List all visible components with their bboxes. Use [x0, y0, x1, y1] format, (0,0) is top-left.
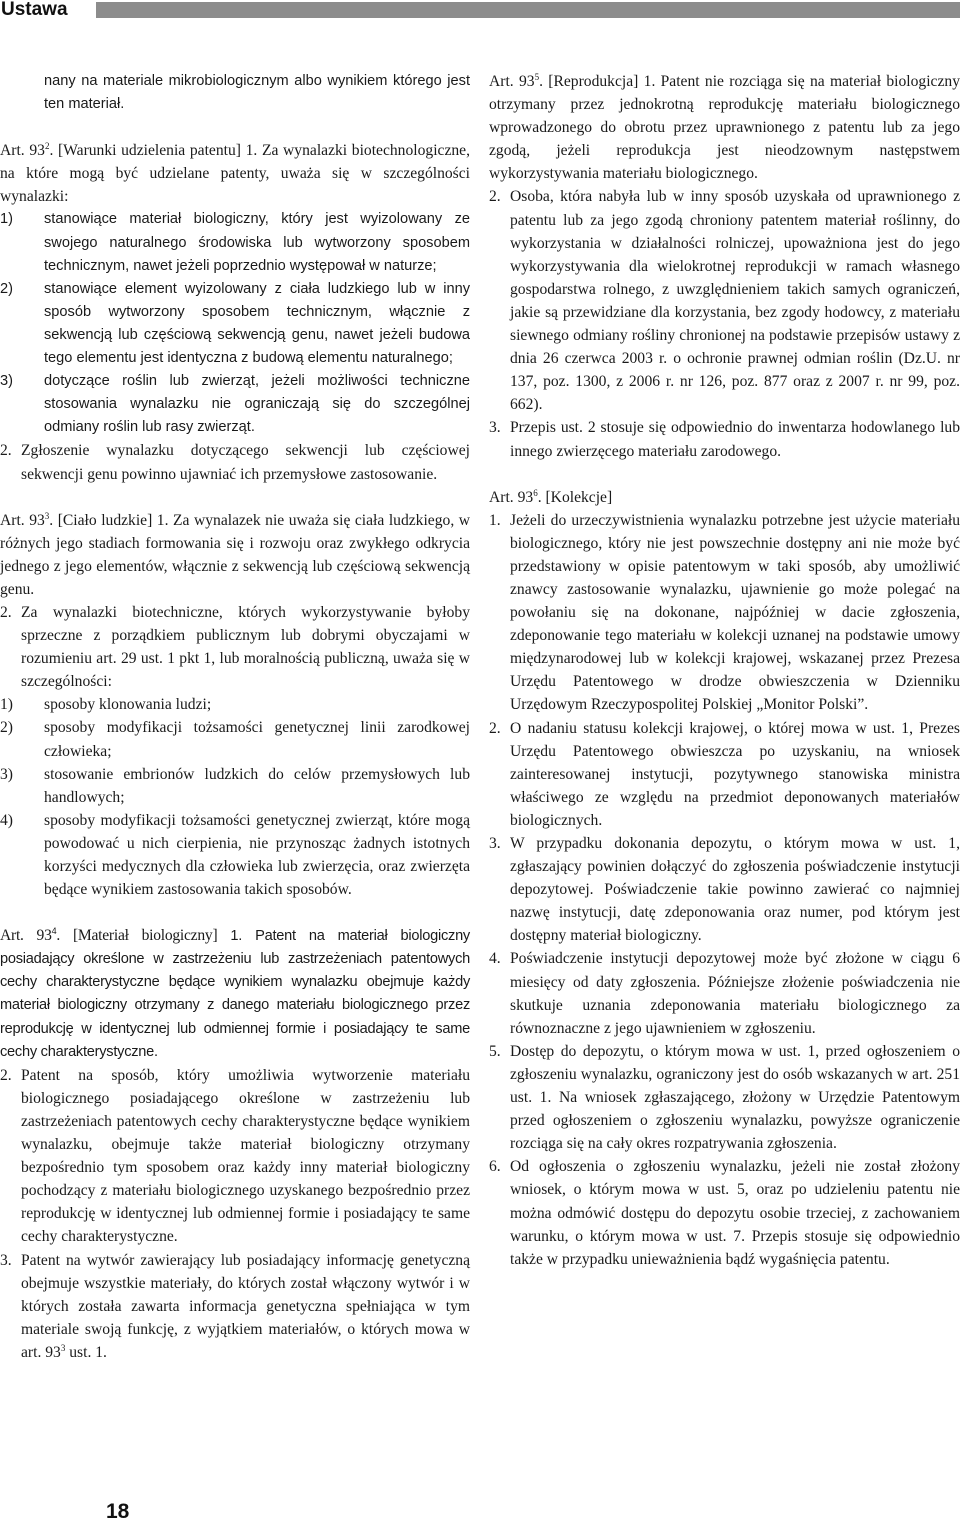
list-item: [489, 717, 960, 832]
article-paragraph: 1. Patent na materiał biologiczny posiadający określone w zastrzeżeniu lub zastrzeżeniach patentowych cechy charakterystyczne będące wynikiem wynalazku obejmuje każdy materiał biologiczny otrzymany z danego materiału biologicznego przez reprodukcję w identycznej lub odmiennej formie i posiadający te same cechy charakterystyczne.: [0, 928, 470, 1060]
article-paragraph: 1. Za wynalazki biotechnologiczne, na które mogą być udzielane patenty, uważa się w szczególności wynalazki:: [0, 142, 470, 206]
item-text: sposoby modyfikacji tożsamości genetycznej linii zarodkowej człowieka;: [44, 719, 470, 760]
item-text: W przypadku dokonania depozytu, o którym mowa w ust. 1, zgłaszający powinien dołączyć do zgłoszenia poświadczenie instytucji depozytowej. Poświadczenie takie powinno zawierać co najmniej nazwę instytucji, datę zdeponowania oraz numer, pod którym jest dostępny materiał biologiczny.: [510, 835, 960, 945]
item-number: 2): [0, 719, 13, 737]
item-number: 4): [0, 811, 13, 829]
list-item: [489, 509, 960, 717]
item-text: Jeżeli do urzeczywistnienia wynalazku potrzebne jest użycie materiału biologicznego, który nie jest powszechnie dostępny ani nie może być przedstawiony w opisie patentowym w taki sposób, aby umożliwić znawcy zastosowanie wynalazku, ujawnienie go może polegać na powołaniu się na dokonane, najpóźniej w dacie zgłoszenia, zdeponowanie tego materiału w kolekcji uznanej na podstawie umowy międzynarodowej lub w kolekcji krajowej, wskazanej przez Prezesa Urzędu Patentowego w drodze obwieszczenia w Dzienniku Urzędowym Rzeczypospolitej Polskiej „Monitor Polski”.: [510, 511, 960, 714]
item-number: 2.: [489, 719, 501, 737]
item-number: 1): [0, 696, 13, 714]
item-number: 1.: [489, 511, 501, 529]
article-number: Art. 93: [0, 511, 45, 529]
item-text: Dostęp do depozytu, o którym mowa w ust. 1, przed ogłoszeniem o zgłoszeniu wynalazku, ograniczony jest do osób wskazanych w art. 251 ust. 1. Na wniosek zgłaszającego, złożony w Urzędzie Patentowym przed ogłoszeniem o zgłoszeniu wynalazku, powyższe ograniczenie rozciąga się na cały okres rozpatrywania zgłoszenia.: [510, 1042, 960, 1153]
item-text: Osoba, która nabyła lub w inny sposób uzyskała od uprawnionego z patentu lub za jego zgodą chroniony patentem materiał roślinny, do wykorzystania w działalności rolniczej, upoważniona jest do jego wykorzystywania dla wielokrotnej reprodukcji w ramach własnego gospodarstwa rolnego, z uwzględnieniem takich samych ograniczeń, jakie są przewidziane dla korzystania, bez zgody hodowcy, z materiału siewnego odmiany rośliny chronionej na podstawie przepisów ustawy z dnia 26 czerwca 2003 r. o ochronie prawnej odmian roślin (Dz.U. nr 137, poz. 1300, z 2006 r. nr 126, poz. 877 oraz z 2007 r. nr 99, poz. 662).: [510, 188, 960, 414]
article-title: . [Warunki udzielenia patentu]: [49, 142, 241, 160]
paragraph-body: Patent na wytwór zawierający lub posiadający informację genetyczną obejmuje wszystkie materiały, do których został włączony wytwór i w których została zawarta informacja genetyczna spełniająca w tym materiale swoją funkcję, z wyjątkiem materiałów, o których mowa w art. 93: [21, 1251, 470, 1361]
item-number: 1): [0, 211, 13, 228]
item-number: 5.: [489, 1042, 501, 1060]
article-93-5: [489, 70, 960, 463]
list-item: [489, 832, 960, 947]
list-item: [0, 208, 470, 277]
item-number: 3.: [489, 835, 501, 852]
paragraph-text: Patent na sposób, który umożliwia wytworzenie materiału biologicznego posiadającego określone w zastrzeżeniu lub zastrzeżeniach patentowych cechy charakterystyczne będące wynikiem wynalazku, obejmuje także materiał biologiczny otrzymany bezpośrednio tym sposobem oraz każdy inny materiał biologiczny pochodzący z materiału biologicznego uzyskanego bezpośrednio przez reprodukcję w identycznej lub odmiennej formie i posiadający te same cechy charakterystyczne.: [21, 1066, 470, 1246]
article-paragraph: 1. Patent nie rozciąga się na materiał biologiczny otrzymany przez jednokrotną reprodukcję materiału biologicznego wprowadzonego do obrotu przez uprawnionego z patentu lub za jego zgodą, jeżeli reprodukcja jest nieodzownym następstwem wykorzystywania materiału biologicznego.: [489, 73, 960, 183]
item-number: 2.: [489, 188, 501, 206]
intro-text: nany na materiale mikrobiologicznym albo wynikiem którego jest ten materiał.: [44, 73, 470, 113]
item-text: O nadaniu statusu kolekcji krajowej, o której mowa w ust. 1, Prezes Urzędu Patentowego obwieszcza po uzyskaniu, na wniosek zainteresowanej instytucji, pozytywnego stanowiska ministra właściwego ze względu na przedmiot deponowanych materiałów biologicznych.: [510, 719, 960, 829]
paragraph-text: Za wynalazki biotechniczne, których wykorzystywanie byłoby sprzeczne z porządkiem publicznym lub dobrymi obyczajami w rozumieniu art. 29 ust. 1 pkt 1, lub moralnością publiczną, uważa się w szczególności:: [21, 603, 470, 691]
list-item: [489, 1040, 960, 1155]
paragraph-text: [21, 1249, 470, 1364]
article-sup: 3: [44, 510, 50, 521]
item-number: 3): [0, 765, 13, 783]
article-sup: 4: [51, 926, 57, 937]
right-column: [489, 70, 960, 1271]
list-item: [489, 185, 960, 416]
left-column: [0, 70, 470, 1364]
paragraph-number: 2.: [0, 442, 12, 460]
article-number: Art. 93: [0, 927, 52, 945]
article-sup: 5: [534, 71, 540, 82]
article-paragraph: 1. Za wynalazek nie uważa się ciała ludzkiego, w różnych jego stadiach formowania się i rozwoju oraz zwykłego odkrycia jednego z jego elementów, włącznie z sekwencją lub częściową sekwencją genu.: [0, 511, 470, 598]
item-list: [0, 208, 470, 439]
article-93-4: [0, 924, 470, 1064]
paragraph-number: 2.: [0, 603, 12, 621]
article-sup: 6: [533, 487, 538, 498]
list-item: [0, 693, 470, 716]
article-paragraph-2: [0, 601, 470, 693]
list-item: [0, 809, 470, 901]
list-item: [489, 416, 960, 462]
item-number: 3.: [489, 419, 501, 437]
item-text: stanowiące materiał biologiczny, który jest wyizolowany ze swojego naturalnego środowiska lub wytworzony sposobem technicznym, nawet jeżeli poprzednio występował w naturze;: [44, 211, 470, 274]
item-number: 4.: [489, 950, 501, 968]
list-item: [0, 370, 470, 439]
article-title: . [Ciało ludzkie]: [49, 511, 153, 529]
article-number: Art. 93: [489, 488, 534, 506]
item-text: dotyczące roślin lub zwierząt, jeżeli możliwości techniczne stosowania wynalazku nie ograniczają się do szczególnej odmiany roślin lub rasy zwierząt.: [44, 373, 470, 436]
article-number: Art. 93: [489, 73, 535, 90]
list-item: [489, 947, 960, 1039]
item-text: sposoby modyfikacji tożsamości genetycznej zwierząt, które mogą powodować u nich cierpienia, nie przynosząc żadnych istotnych korzyści medycznych dla człowieka lub zwierzęcia, oraz zwierzęta będące wynikiem zastosowania takich sposobów.: [44, 811, 470, 899]
list-item: [0, 763, 470, 809]
header-bar: [96, 2, 960, 18]
article-93-3: [0, 509, 470, 902]
paragraph-number: 2.: [0, 1066, 12, 1084]
item-text: stosowanie embrionów ludzkich do celów przemysłowych lub handlowych;: [44, 765, 470, 806]
item-text: stanowiące element wyizolowany z ciała ludzkiego lub w inny sposób wytworzony sposobem technicznym, włącznie z sekwencją lub częściową sekwencją genu, nawet jeżeli budowa tego elementu jest identyczna z budową elementu naturalnego;: [44, 280, 470, 367]
article-93-2: [0, 139, 470, 485]
item-list: [0, 693, 470, 901]
list-item: [0, 278, 470, 370]
intro-continuation: [0, 70, 470, 116]
item-text: Poświadczenie instytucji depozytowej może być złożone w ciągu 6 miesięcy od daty zgłoszenia. Późniejsze złożenie poświadczenia nie skutkuje uznania zdeponowania materiału biologicznego za równoznaczne z jego ujawnieniem w zgłoszeniu.: [510, 950, 960, 1037]
paragraph-end: ust. 1.: [65, 1343, 107, 1361]
paragraph-sup: 3: [60, 1342, 66, 1353]
article-93-6: [489, 486, 960, 1271]
article-title: . [Reprodukcja]: [539, 73, 639, 90]
article-paragraph-2: [0, 439, 470, 485]
article-93-4-cont: [0, 1064, 470, 1364]
item-number: 6.: [489, 1158, 501, 1176]
article-sup: 2: [44, 141, 50, 151]
list-item: [0, 716, 470, 762]
item-text: sposoby klonowania ludzi;: [44, 696, 212, 714]
paragraph-text: Zgłoszenie wynalazku dotyczącego sekwencji lub częściowej sekwencji genu powinno ujawniać ich przemysłowe zastosowanie.: [21, 442, 470, 483]
item-text: Od ogłoszenia o zgłoszeniu wynalazku, jeżeli nie został złożony wniosek, o którym mowa w ust. 5, oraz po udzieleniu patentu nie można odmówić dostępu do depozytu osobie trzeciej, z zachowaniem warunku, o którym mowa w ust. 7. Przepis stosuje się odpowiednio także w przypadku unieważnienia bądź wygaśnięcia patentu.: [510, 1158, 960, 1268]
page-header: [0, 0, 960, 22]
article-paragraph-2: [0, 1064, 470, 1249]
item-text: Przepis ust. 2 stosuje się odpowiednio do inwentarza hodowlanego lub innego zwierzęcego materiału zarodowego.: [510, 419, 960, 460]
article-title: . [Kolekcje]: [537, 488, 613, 506]
list-item: [489, 1155, 960, 1270]
section-title: Ustawa: [1, 0, 68, 20]
page-number: 18: [106, 1500, 130, 1523]
item-number: 2): [0, 280, 13, 297]
article-paragraph-3: [0, 1249, 470, 1364]
article-title: . [Materiał biologiczny]: [56, 927, 218, 945]
article-number: Art. 93: [0, 142, 45, 160]
paragraph-number: 3.: [0, 1251, 12, 1269]
item-number: 3): [0, 373, 13, 390]
